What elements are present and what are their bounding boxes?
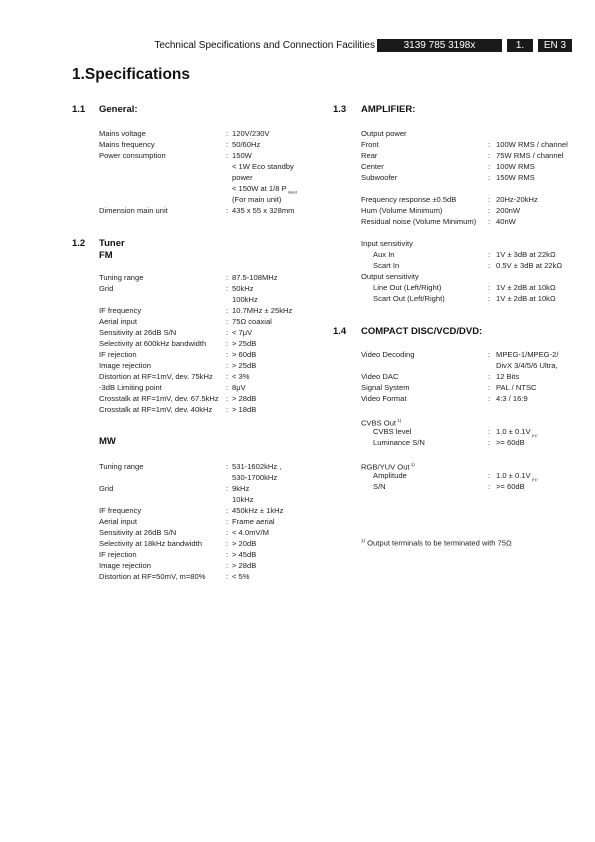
- spec-label: Subwoofer: [361, 173, 398, 182]
- spec-separator: :: [226, 484, 229, 493]
- spec-label: Output power: [361, 129, 407, 138]
- spec-separator: :: [226, 151, 229, 160]
- spec-label: Aerial input: [99, 317, 137, 326]
- spec-separator: :: [226, 539, 229, 548]
- spec-value: 150W: [232, 151, 252, 160]
- spec-value: 435 x 55 x 328mm: [232, 206, 295, 215]
- spec-label: Rear: [361, 151, 378, 160]
- spec-value: 10kHz: [232, 495, 254, 504]
- spec-separator: :: [226, 405, 229, 414]
- spec-value: 20Hz-20kHz: [496, 195, 538, 204]
- spec-label: Input sensitivity: [361, 239, 413, 248]
- spec-label: Signal System: [361, 383, 410, 392]
- spec-label: Tuning range: [99, 273, 144, 282]
- spec-value: >= 60dB: [496, 438, 525, 447]
- spec-separator: :: [226, 506, 229, 515]
- spec-label: Output sensitivity: [361, 272, 419, 281]
- spec-label: Selectivity at 18kHz bandwidth: [99, 539, 202, 548]
- spec-label: Crosstalk at RF=1mV, dev. 40kHz: [99, 405, 213, 414]
- spec-separator: :: [488, 427, 491, 436]
- spec-value: < 1W Eco standby: [232, 162, 294, 171]
- spec-separator: :: [488, 250, 491, 259]
- spec-label: Dimension main unit: [99, 206, 168, 215]
- spec-separator: :: [226, 528, 229, 537]
- footnote: [361, 535, 512, 549]
- spec-label: Grid: [99, 284, 114, 293]
- spec-value: MPEG-1/MPEG-2/: [496, 350, 559, 359]
- spec-separator: :: [488, 151, 491, 160]
- spec-separator: :: [226, 306, 229, 315]
- subsection-title-fm: FM: [99, 250, 113, 261]
- section-title-amplifier: AMPLIFIER:: [361, 104, 416, 115]
- spec-separator: :: [226, 372, 229, 381]
- spec-label: Center: [361, 162, 384, 171]
- spec-value: PAL / NTSC: [496, 383, 537, 392]
- spec-separator: :: [488, 173, 491, 182]
- footnote-mark: 1): [361, 538, 366, 543]
- spec-separator: :: [488, 394, 491, 403]
- section-number-disc: 1.4: [333, 326, 347, 337]
- spec-separator: :: [488, 383, 491, 392]
- spec-value: 1.0 ± 0.1V $_{p-p}$: [496, 471, 538, 482]
- spec-value: 1V ± 3dB at 22kΩ: [496, 250, 556, 259]
- spec-label: Scart In: [373, 261, 400, 270]
- spec-separator: :: [226, 561, 229, 570]
- spec-label: Mains frequency: [99, 140, 155, 149]
- spec-label: Aux In: [373, 250, 395, 259]
- spec-value: 1V ± 2dB at 10kΩ: [496, 283, 556, 292]
- spec-label: Line Out (Left/Right): [373, 283, 442, 292]
- spec-label: Video Format: [361, 394, 407, 403]
- spec-value: > 20dB: [232, 539, 257, 548]
- spec-value: 1V ± 2dB at 10kΩ: [496, 294, 556, 303]
- spec-value: > 18dB: [232, 405, 257, 414]
- spec-value: >= 60dB: [496, 482, 525, 491]
- spec-separator: :: [488, 482, 491, 491]
- spec-label: Aerial input: [99, 517, 137, 526]
- spec-separator: :: [226, 350, 229, 359]
- spec-value: < 7μV: [232, 328, 253, 337]
- spec-separator: :: [488, 195, 491, 204]
- spec-label: CVBS Out $^{1)}$: [361, 418, 402, 428]
- spec-value: 75W RMS / channel: [496, 151, 564, 160]
- section-title-tuner: Tuner: [99, 238, 125, 249]
- chapter-box: 1.: [507, 39, 533, 52]
- spec-separator: :: [226, 273, 229, 282]
- spec-label: Video DAC: [361, 372, 399, 381]
- spec-separator: :: [488, 372, 491, 381]
- spec-label: IF rejection: [99, 350, 137, 359]
- footnote-ref: 1): [409, 462, 415, 467]
- spec-label: Tuning range: [99, 462, 144, 471]
- spec-label: Sensitivity at 26dB S/N: [99, 328, 177, 337]
- spec-separator: :: [226, 383, 229, 392]
- page-number-box: EN 3: [538, 39, 572, 52]
- spec-label: Grid: [99, 484, 114, 493]
- footnote-ref: 1): [396, 418, 402, 423]
- spec-value: 10.7MHz ± 25kHz: [232, 306, 293, 315]
- spec-label: Sensitivity at 26dB S/N: [99, 528, 177, 537]
- spec-value: 75Ω coaxial: [232, 317, 272, 326]
- spec-separator: :: [226, 317, 229, 326]
- spec-separator: :: [488, 162, 491, 171]
- section-title-disc: COMPACT DISC/VCD/DVD:: [361, 326, 483, 337]
- spec-label: IF frequency: [99, 506, 142, 515]
- spec-label: Luminance S/N: [373, 438, 425, 447]
- spec-separator: :: [226, 339, 229, 348]
- spec-label: Front: [361, 140, 379, 149]
- spec-value: 200nW: [496, 206, 521, 215]
- header-title: Technical Specifications and Connection Facilities: [154, 40, 375, 51]
- page-header: [0, 39, 595, 53]
- spec-value: 50kHz: [232, 284, 254, 293]
- spec-value: 150W RMS: [496, 173, 535, 182]
- spec-separator: :: [226, 517, 229, 526]
- spec-value: 50/60Hz: [232, 140, 261, 149]
- spec-value: < 5%: [232, 572, 250, 581]
- spec-separator: :: [226, 328, 229, 337]
- spec-value: 531-1602kHz ,: [232, 462, 282, 471]
- spec-value: 1.0 ± 0.1V $_{p-p}$: [496, 427, 538, 438]
- spec-label: RGB/YUV Out $^{1)}$: [361, 462, 415, 472]
- spec-value: 4:3 / 16:9: [496, 394, 528, 403]
- spec-label: Image rejection: [99, 361, 151, 370]
- spec-label: Image rejection: [99, 561, 151, 570]
- spec-label: CVBS level: [373, 427, 412, 436]
- spec-separator: :: [488, 438, 491, 447]
- spec-separator: :: [488, 217, 491, 226]
- spec-separator: :: [226, 284, 229, 293]
- spec-value: > 28dB: [232, 394, 257, 403]
- spec-value: < 150W at 1/8 P $_{rated}$: [232, 184, 297, 195]
- spec-separator: :: [226, 140, 229, 149]
- spec-label: IF rejection: [99, 550, 137, 559]
- spec-value: > 28dB: [232, 561, 257, 570]
- spec-value: > 25dB: [232, 361, 257, 370]
- spec-label: Selectivity at 600kHz bandwidth: [99, 339, 207, 348]
- subsection-title-mw: MW: [99, 436, 116, 447]
- page-title: 1.Specifications: [72, 66, 191, 83]
- spec-separator: :: [226, 361, 229, 370]
- spec-label: S/N: [373, 482, 386, 491]
- spec-separator: :: [226, 550, 229, 559]
- spec-separator: :: [488, 283, 491, 292]
- spec-value: < 4.0mV/M: [232, 528, 269, 537]
- spec-label: IF frequency: [99, 306, 142, 315]
- spec-value: 100kHz: [232, 295, 258, 304]
- spec-label: Mains voltage: [99, 129, 146, 138]
- spec-value: 12 Bits: [496, 372, 520, 381]
- spec-separator: :: [226, 394, 229, 403]
- spec-value: 100W RMS: [496, 162, 535, 171]
- spec-label: Video Decoding: [361, 350, 415, 359]
- spec-value: 450kHz ± 1kHz: [232, 506, 284, 515]
- value-subscript: p-p: [530, 432, 538, 438]
- value-subscript: p-p: [530, 476, 538, 482]
- spec-separator: :: [488, 261, 491, 270]
- spec-separator: :: [488, 350, 491, 359]
- spec-label: Residual noise (Volume Minimum): [361, 217, 477, 226]
- section-number-amplifier: 1.3: [333, 104, 347, 115]
- spec-label: Distortion at RF=50mV, m=80%: [99, 572, 206, 581]
- spec-value: 9kHz: [232, 484, 250, 493]
- spec-value: > 60dB: [232, 350, 257, 359]
- spec-value: (For main unit): [232, 195, 282, 204]
- spec-label: Hum (Volume Minimum): [361, 206, 443, 215]
- spec-value: 100W RMS / channel: [496, 140, 568, 149]
- spec-value: 120V/230V: [232, 129, 270, 138]
- spec-label: Amplitude: [373, 471, 407, 480]
- spec-value: < 3%: [232, 372, 250, 381]
- spec-label: Scart Out (Left/Right): [373, 294, 445, 303]
- spec-value: 87.5-108MHz: [232, 273, 278, 282]
- spec-value: 40nW: [496, 217, 516, 226]
- spec-value: power: [232, 173, 253, 182]
- spec-label: Distortion at RF=1mV, dev. 75kHz: [99, 372, 213, 381]
- footnote-text: Output terminals to be terminated with 75Ω: [367, 538, 512, 548]
- spec-value: 8μV: [232, 383, 246, 392]
- spec-label: Frequency response ±0.5dB: [361, 195, 457, 204]
- spec-label: Power consumption: [99, 151, 166, 160]
- spec-value: 530-1700kHz: [232, 473, 278, 482]
- spec-separator: :: [488, 140, 491, 149]
- spec-value: > 45dB: [232, 550, 257, 559]
- spec-separator: :: [488, 294, 491, 303]
- spec-value: 0.5V ± 3dB at 22kΩ: [496, 261, 562, 270]
- spec-separator: :: [226, 572, 229, 581]
- section-title-general: General:: [99, 104, 138, 115]
- section-number-general: 1.1: [72, 104, 86, 115]
- spec-separator: :: [226, 462, 229, 471]
- spec-value: DivX 3/4/5/6 Ultra,: [496, 361, 558, 370]
- spec-value: > 25dB: [232, 339, 257, 348]
- doc-code-box: 3139 785 3198x: [377, 39, 502, 52]
- section-number-tuner: 1.2: [72, 238, 86, 249]
- spec-separator: :: [488, 471, 491, 480]
- spec-separator: :: [488, 206, 491, 215]
- spec-value: Frame aerial: [232, 517, 275, 526]
- spec-separator: :: [226, 206, 229, 215]
- spec-separator: :: [226, 129, 229, 138]
- spec-label: Crosstalk at RF=1mV, dev. 67.5kHz: [99, 394, 219, 403]
- spec-label: -3dB Limiting point: [99, 383, 162, 392]
- value-subscript: rated: [286, 189, 297, 195]
